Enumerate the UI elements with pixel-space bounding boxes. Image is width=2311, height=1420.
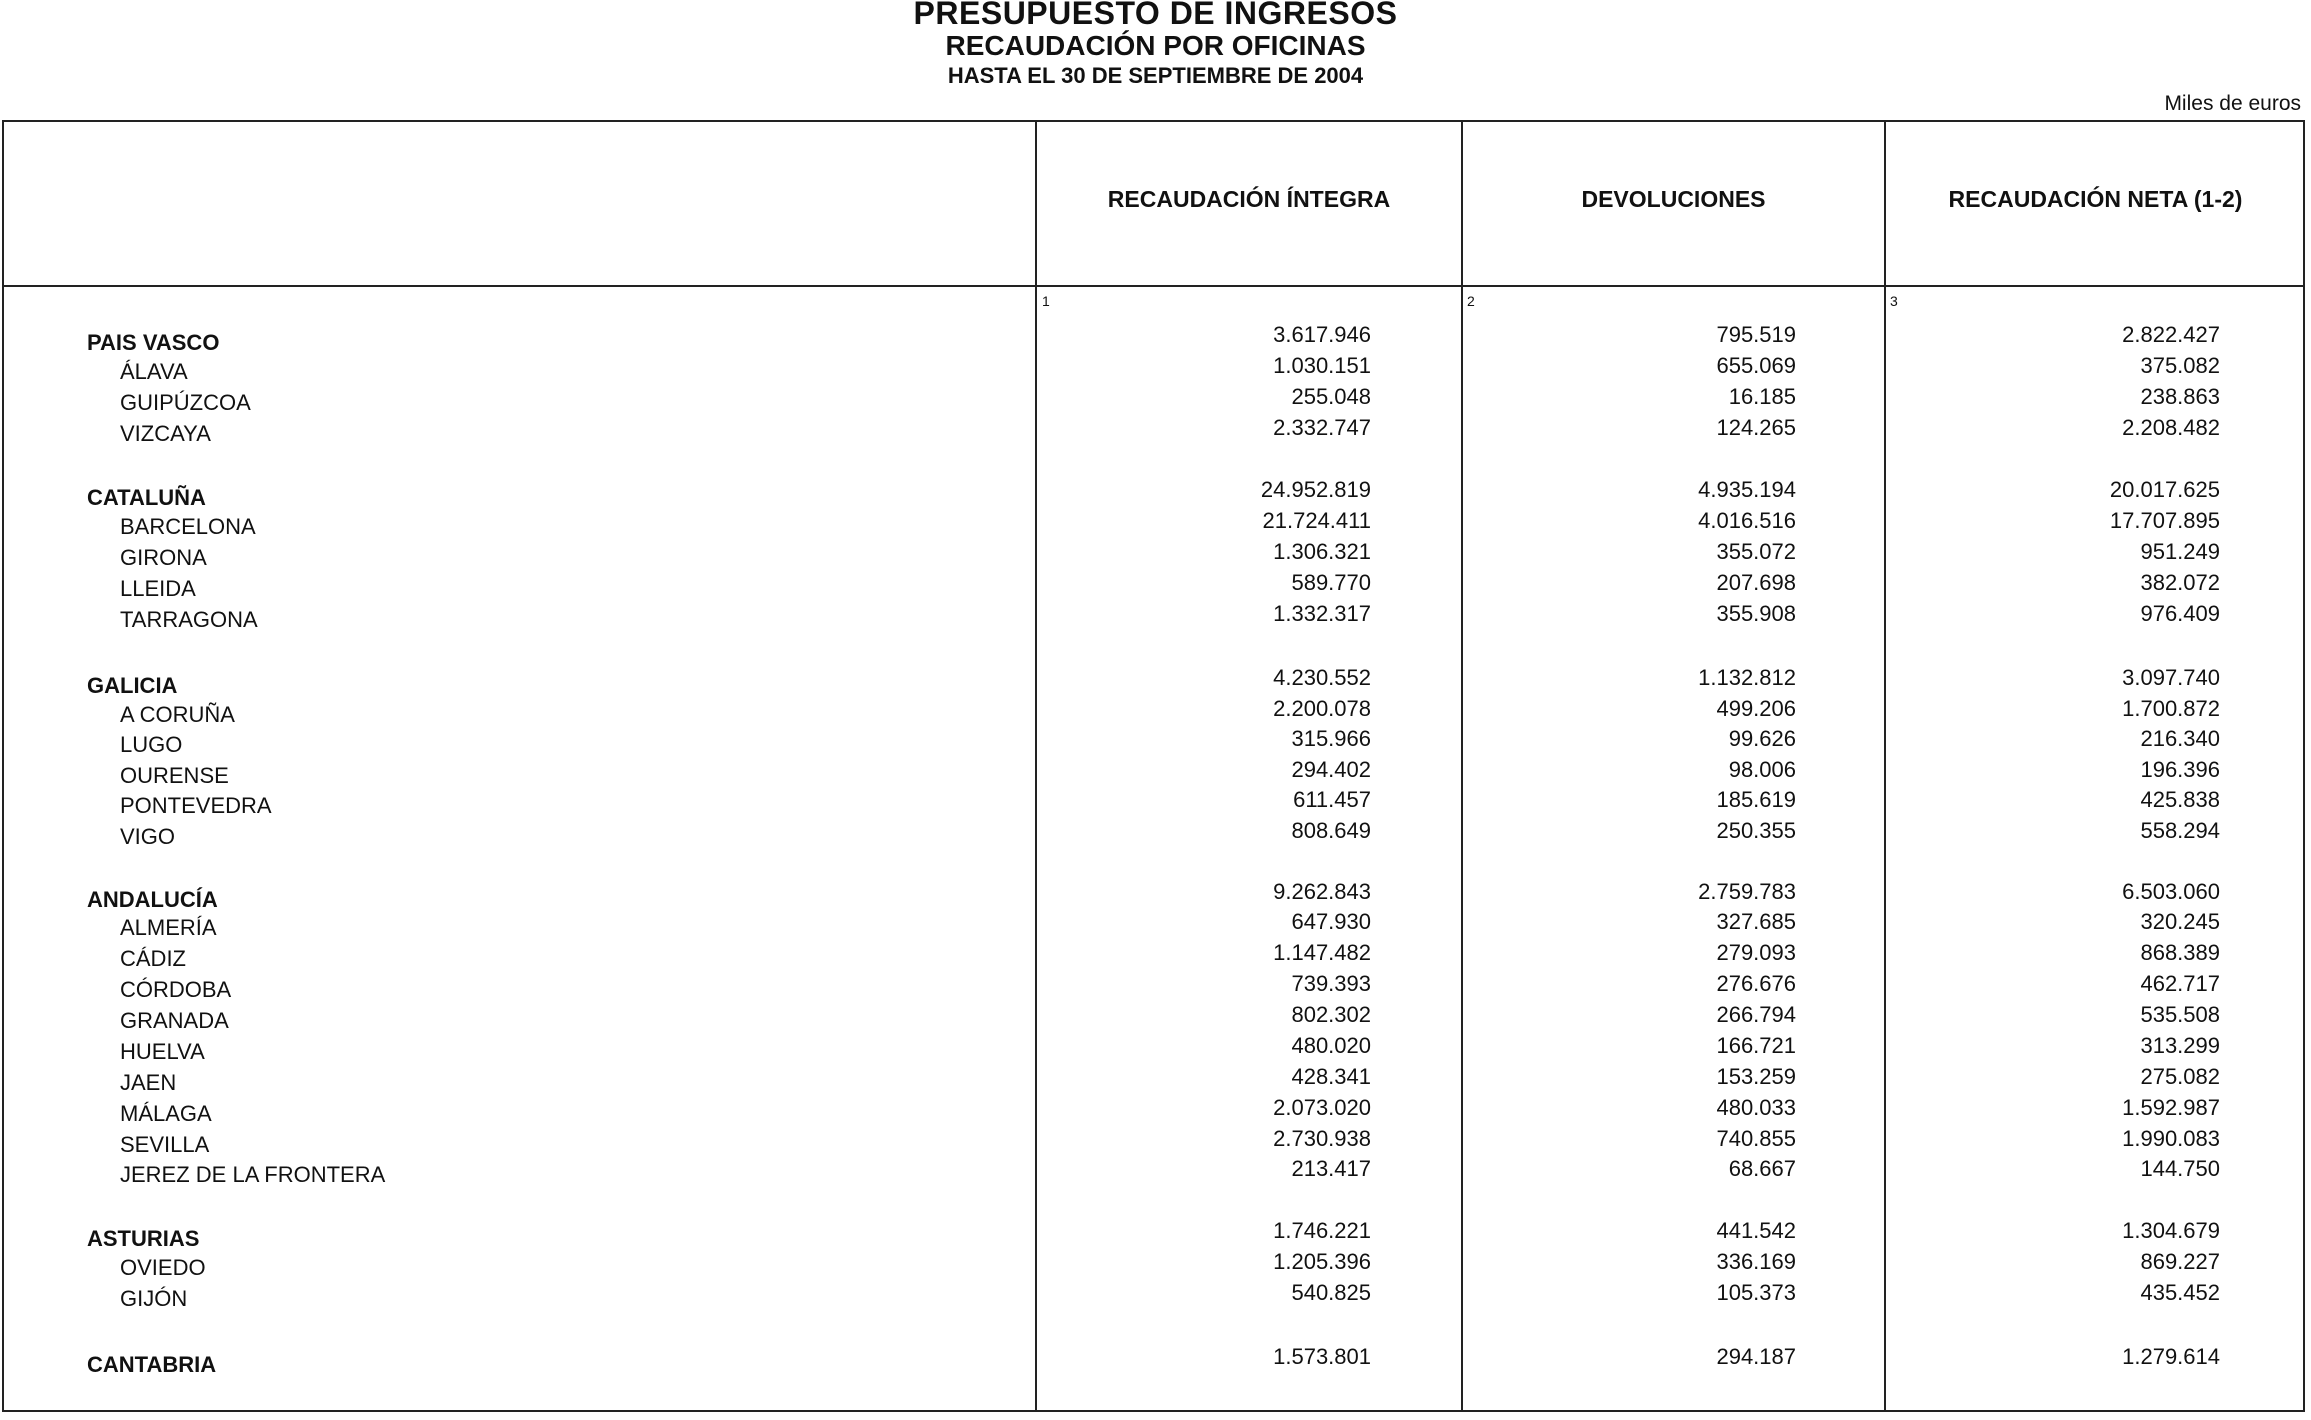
region-label: CANTABRIA bbox=[87, 1352, 217, 1377]
column-number: 1 bbox=[1042, 293, 1050, 309]
value-devoluciones: 99.626 bbox=[1728, 726, 1796, 751]
value-recaudacion-neta: 1.592.987 bbox=[2122, 1095, 2220, 1120]
value-devoluciones: 795.519 bbox=[1716, 322, 1796, 347]
column-number: 2 bbox=[1467, 293, 1475, 309]
value-devoluciones: 355.908 bbox=[1716, 601, 1796, 626]
table-row bbox=[0, 818, 2311, 852]
value-devoluciones: 2.759.783 bbox=[1698, 879, 1796, 904]
value-recaudacion-neta: 1.990.083 bbox=[2122, 1126, 2220, 1151]
office-label: JEREZ DE LA FRONTERA bbox=[120, 1162, 386, 1187]
report-title: PRESUPUESTO DE INGRESOS bbox=[913, 0, 1398, 31]
region-label: CATALUÑA bbox=[87, 485, 206, 510]
office-label: GIJÓN bbox=[120, 1286, 188, 1311]
office-label: TARRAGONA bbox=[120, 607, 258, 632]
value-devoluciones: 250.355 bbox=[1716, 818, 1796, 843]
value-recaudacion-neta: 1.279.614 bbox=[2122, 1344, 2220, 1369]
value-devoluciones: 98.006 bbox=[1728, 757, 1796, 782]
value-recaudacion-integra: 808.649 bbox=[1291, 818, 1371, 843]
value-devoluciones: 441.542 bbox=[1716, 1218, 1796, 1243]
office-label: ÁLAVA bbox=[120, 359, 188, 384]
value-recaudacion-neta: 425.838 bbox=[2140, 787, 2220, 812]
value-recaudacion-integra: 2.073.020 bbox=[1273, 1095, 1371, 1120]
value-recaudacion-neta: 3.097.740 bbox=[2122, 665, 2220, 690]
value-recaudacion-integra: 255.048 bbox=[1291, 384, 1371, 409]
value-recaudacion-integra: 4.230.552 bbox=[1273, 665, 1371, 690]
region-label: ANDALUCÍA bbox=[87, 887, 218, 912]
value-recaudacion-integra: 9.262.843 bbox=[1273, 879, 1371, 904]
office-label: MÁLAGA bbox=[120, 1101, 212, 1126]
value-recaudacion-integra: 480.020 bbox=[1291, 1033, 1371, 1058]
table-row bbox=[0, 601, 2311, 635]
office-label: SEVILLA bbox=[120, 1132, 210, 1157]
value-recaudacion-neta: 976.409 bbox=[2140, 601, 2220, 626]
report-period: HASTA EL 30 DE SEPTIEMBRE DE 2004 bbox=[947, 63, 1364, 88]
value-recaudacion-integra: 294.402 bbox=[1291, 757, 1371, 782]
value-recaudacion-integra: 589.770 bbox=[1291, 570, 1371, 595]
region-label: ASTURIAS bbox=[87, 1226, 200, 1251]
value-devoluciones: 16.185 bbox=[1728, 384, 1796, 409]
office-label: GUIPÚZCOA bbox=[120, 390, 251, 415]
office-label: HUELVA bbox=[120, 1039, 205, 1064]
value-devoluciones: 68.667 bbox=[1728, 1156, 1796, 1181]
office-label: GRANADA bbox=[120, 1008, 229, 1033]
office-label: CÁDIZ bbox=[120, 946, 186, 971]
office-label: OURENSE bbox=[120, 763, 229, 788]
value-recaudacion-integra: 1.746.221 bbox=[1273, 1218, 1371, 1243]
office-label: OVIEDO bbox=[120, 1255, 206, 1280]
value-devoluciones: 1.132.812 bbox=[1698, 665, 1796, 690]
office-label: VIZCAYA bbox=[120, 421, 211, 446]
value-devoluciones: 266.794 bbox=[1716, 1002, 1796, 1027]
value-recaudacion-neta: 462.717 bbox=[2140, 971, 2220, 996]
office-label: A CORUÑA bbox=[120, 702, 235, 727]
office-label: VIGO bbox=[120, 824, 176, 849]
table-row bbox=[0, 1156, 2311, 1190]
value-recaudacion-neta: 144.750 bbox=[2140, 1156, 2220, 1181]
value-devoluciones: 166.721 bbox=[1716, 1033, 1796, 1058]
value-recaudacion-integra: 2.332.747 bbox=[1273, 415, 1371, 440]
value-recaudacion-integra: 428.341 bbox=[1291, 1064, 1371, 1089]
value-recaudacion-integra: 21.724.411 bbox=[1262, 508, 1371, 533]
office-label: JAEN bbox=[120, 1070, 177, 1095]
value-devoluciones: 124.265 bbox=[1716, 415, 1796, 440]
value-recaudacion-integra: 1.205.396 bbox=[1273, 1249, 1371, 1274]
value-recaudacion-integra: 1.573.801 bbox=[1273, 1344, 1371, 1369]
value-recaudacion-neta: 1.304.679 bbox=[2122, 1218, 2220, 1243]
table-row bbox=[0, 415, 2311, 449]
value-recaudacion-neta: 535.508 bbox=[2140, 1002, 2220, 1027]
value-recaudacion-integra: 2.730.938 bbox=[1273, 1126, 1371, 1151]
value-devoluciones: 105.373 bbox=[1716, 1280, 1796, 1305]
header-divider bbox=[2, 285, 2305, 287]
value-recaudacion-integra: 802.302 bbox=[1291, 1002, 1371, 1027]
value-recaudacion-neta: 17.707.895 bbox=[2109, 508, 2220, 533]
value-recaudacion-neta: 868.389 bbox=[2140, 940, 2220, 965]
office-label: GIRONA bbox=[120, 545, 207, 570]
value-recaudacion-neta: 951.249 bbox=[2140, 539, 2220, 564]
value-devoluciones: 655.069 bbox=[1716, 353, 1796, 378]
value-recaudacion-neta: 313.299 bbox=[2140, 1033, 2220, 1058]
column-header-devoluciones: DEVOLUCIONES bbox=[1581, 186, 1766, 212]
value-devoluciones: 327.685 bbox=[1716, 909, 1796, 934]
value-recaudacion-integra: 315.966 bbox=[1291, 726, 1371, 751]
value-recaudacion-integra: 739.393 bbox=[1291, 971, 1371, 996]
value-recaudacion-integra: 1.306.321 bbox=[1273, 539, 1371, 564]
value-devoluciones: 4.935.194 bbox=[1698, 477, 1796, 502]
office-label: LUGO bbox=[120, 732, 183, 757]
office-label: BARCELONA bbox=[120, 514, 256, 539]
value-recaudacion-neta: 275.082 bbox=[2140, 1064, 2220, 1089]
value-recaudacion-neta: 20.017.625 bbox=[2109, 477, 2220, 502]
region-label: PAIS VASCO bbox=[87, 330, 220, 355]
value-recaudacion-neta: 2.822.427 bbox=[2122, 322, 2220, 347]
office-label: ALMERÍA bbox=[120, 915, 217, 940]
value-recaudacion-neta: 238.863 bbox=[2140, 384, 2220, 409]
value-devoluciones: 185.619 bbox=[1716, 787, 1796, 812]
column-header-recaudacion-neta: RECAUDACIÓN NETA (1-2) bbox=[1948, 186, 2243, 212]
value-devoluciones: 276.676 bbox=[1716, 971, 1796, 996]
value-recaudacion-integra: 24.952.819 bbox=[1260, 477, 1371, 502]
office-label: LLEIDA bbox=[120, 576, 196, 601]
region-label: GALICIA bbox=[87, 673, 178, 698]
table-row bbox=[0, 1280, 2311, 1314]
value-devoluciones: 355.072 bbox=[1716, 539, 1796, 564]
value-devoluciones: 336.169 bbox=[1716, 1249, 1796, 1274]
table-row-group bbox=[0, 1344, 2311, 1378]
value-recaudacion-integra: 3.617.946 bbox=[1273, 322, 1371, 347]
value-recaudacion-neta: 1.700.872 bbox=[2122, 696, 2220, 721]
report-subtitle: RECAUDACIÓN POR OFICINAS bbox=[945, 30, 1366, 61]
office-label: PONTEVEDRA bbox=[120, 793, 272, 818]
value-recaudacion-neta: 382.072 bbox=[2140, 570, 2220, 595]
value-devoluciones: 740.855 bbox=[1716, 1126, 1796, 1151]
column-header-recaudacion-integra: RECAUDACIÓN ÍNTEGRA bbox=[1107, 186, 1391, 212]
value-devoluciones: 480.033 bbox=[1716, 1095, 1796, 1120]
value-recaudacion-integra: 647.930 bbox=[1291, 909, 1371, 934]
value-recaudacion-neta: 2.208.482 bbox=[2122, 415, 2220, 440]
value-recaudacion-integra: 213.417 bbox=[1291, 1156, 1371, 1181]
value-devoluciones: 279.093 bbox=[1716, 940, 1796, 965]
value-recaudacion-neta: 375.082 bbox=[2140, 353, 2220, 378]
value-recaudacion-neta: 6.503.060 bbox=[2122, 879, 2220, 904]
value-recaudacion-neta: 216.340 bbox=[2140, 726, 2220, 751]
value-devoluciones: 499.206 bbox=[1716, 696, 1796, 721]
value-recaudacion-integra: 611.457 bbox=[1293, 787, 1371, 812]
value-recaudacion-neta: 869.227 bbox=[2140, 1249, 2220, 1274]
units-label: Miles de euros bbox=[2164, 92, 2301, 115]
column-number: 3 bbox=[1890, 293, 1898, 309]
value-recaudacion-integra: 540.825 bbox=[1291, 1280, 1371, 1305]
value-recaudacion-neta: 196.396 bbox=[2140, 757, 2220, 782]
value-recaudacion-neta: 558.294 bbox=[2140, 818, 2220, 843]
value-devoluciones: 207.698 bbox=[1716, 570, 1796, 595]
value-recaudacion-neta: 320.245 bbox=[2140, 909, 2220, 934]
value-devoluciones: 4.016.516 bbox=[1698, 508, 1796, 533]
office-label: CÓRDOBA bbox=[120, 977, 232, 1002]
value-recaudacion-integra: 2.200.078 bbox=[1273, 696, 1371, 721]
value-devoluciones: 153.259 bbox=[1716, 1064, 1796, 1089]
value-recaudacion-integra: 1.147.482 bbox=[1273, 940, 1371, 965]
value-recaudacion-integra: 1.332.317 bbox=[1273, 601, 1371, 626]
value-devoluciones: 294.187 bbox=[1716, 1344, 1796, 1369]
value-recaudacion-integra: 1.030.151 bbox=[1273, 353, 1371, 378]
value-recaudacion-neta: 435.452 bbox=[2140, 1280, 2220, 1305]
